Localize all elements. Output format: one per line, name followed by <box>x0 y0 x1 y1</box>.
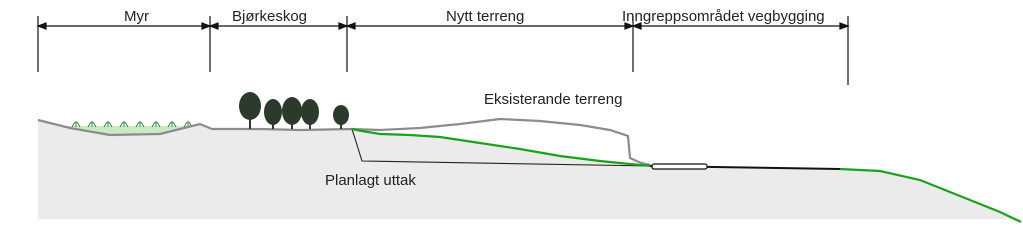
planned-excavation-label: Planlagt uttak <box>325 172 416 189</box>
tree <box>282 97 302 129</box>
road-structure <box>652 164 707 169</box>
tree <box>239 92 261 129</box>
zone-label-bjorkeskog: Bjørkeskog <box>232 8 308 25</box>
zone-dimension-line <box>38 16 848 85</box>
zone-label-myr: Myr <box>124 8 149 25</box>
zone-label-nytt-terreng: Nytt terreng <box>446 8 525 25</box>
birch-trees <box>239 92 349 129</box>
zone-label-inngrep: Inngreppsområdet vegbygging <box>622 8 825 25</box>
tree <box>333 105 349 129</box>
tree <box>264 99 282 129</box>
existing-terrain-label: Eksisterande terreng <box>484 91 623 108</box>
tree <box>301 99 319 129</box>
